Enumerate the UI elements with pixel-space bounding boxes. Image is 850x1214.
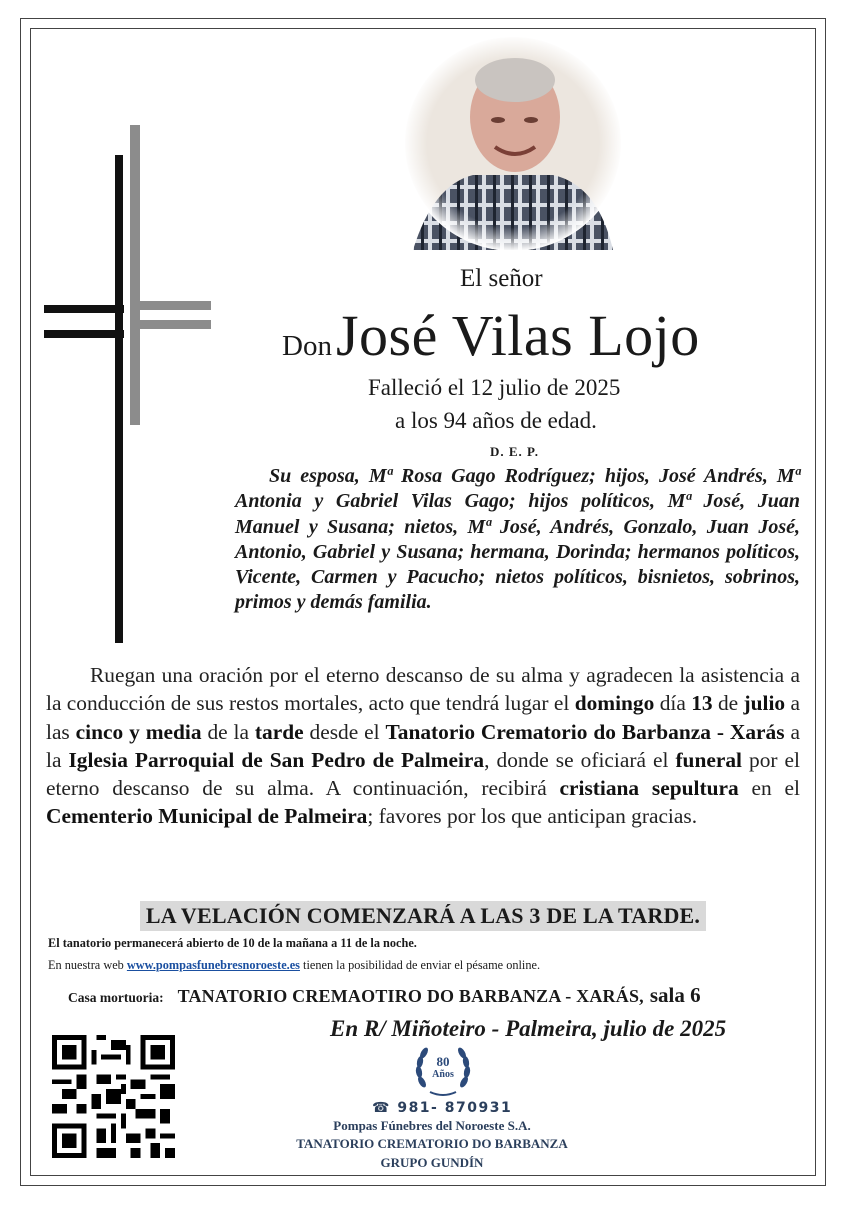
company-name: Pompas Fúnebres del Noroeste S.A. (333, 1118, 531, 1133)
deceased-name (282, 302, 802, 369)
text-run: de (717, 691, 739, 716)
family-list: Su esposa, Mª Rosa Gago Rodríguez; hijos, José Andrés, Mª Antonia y Gabriel Vilas Gago; hijos políticos, Mª José, Juan Manuel y Susana; nietos, Mª José, Andrés, Gonzalo, Juan José, Antonio, Gabriel y Susana; hermana, Dorinda; hermanos políticos, Vicente, Carmen y Pacucho; nietos políticos, bisnietos, sobrinos, primos y demás familia. (235, 465, 800, 614)
company-tanatorio: TANATORIO CREMATORIO DO BARBANZA (296, 1136, 568, 1151)
bold-run: domingo (574, 691, 655, 716)
web-note (48, 958, 540, 973)
ceremony-paragraph (46, 661, 800, 831)
bold-run: tarde (254, 719, 304, 744)
text-run: a la (46, 719, 800, 772)
velacion-text: LA VELACIÓN COMENZARÁ A LAS 3 DE LA TARDE. (140, 901, 706, 931)
bold-run: cinco y media (75, 719, 202, 744)
text-run: por el eterno descanso de su alma. A continuación, recibirá (46, 747, 800, 801)
casa-sala: sala 6 (649, 983, 701, 1007)
bold-run: funeral (675, 747, 742, 772)
bold-run: cristiana sepultura (559, 776, 739, 801)
bold-run: Tanatorio Crematorio do Barbanza - Xarás (385, 719, 785, 744)
web-prefix: En nuestra web (48, 958, 124, 972)
badge-number: 80 (436, 1054, 450, 1069)
age-line: a los 94 años de edad. (395, 408, 597, 433)
text-run: día (659, 691, 686, 716)
web-suffix: tienen la posibilidad de enviar el pésame online. (303, 958, 541, 972)
phone-number[interactable]: 981- 870931 (397, 1100, 513, 1116)
casa-value: TANATORIO CREMAOTIRO DO BARBANZA - XARÁS, (177, 986, 644, 1006)
text-run: ; favores por los que anticipan gracias. (367, 804, 698, 829)
hours-note: El tanatorio permanecerá abierto de 10 de la mañana a 11 de la noche. (48, 936, 417, 950)
place-date: En R/ Miñoteiro - Palmeira, julio de 2025 (330, 1016, 727, 1041)
title-prefix: El señor (460, 265, 543, 292)
text-run: Ruegan una oración por el eterno descanso de su alma y agradecen la asistencia a la conducción de sus restos mortales, acto que tendrá lugar el (46, 663, 800, 716)
bold-run: julio (743, 691, 786, 716)
text-run: , donde se oficiará el (484, 747, 669, 772)
velacion-banner (46, 901, 800, 931)
funeral-home (68, 983, 701, 1008)
company-group: GRUPO GUNDÍN (380, 1155, 484, 1170)
website-link[interactable]: www.pompasfunebresnoroeste.es (126, 958, 300, 972)
phone-line (372, 1100, 512, 1116)
text-run: desde el (309, 719, 380, 744)
casa-label: Casa mortuoria: (68, 990, 164, 1005)
badge-word: Años (432, 1069, 454, 1080)
text-run: a las (46, 691, 800, 744)
honorific: Don (282, 330, 332, 362)
phone-icon: ☎ (372, 1100, 391, 1116)
text-run: en el (751, 776, 800, 801)
full-name: José Vilas Lojo (335, 303, 700, 368)
death-date: Falleció el 12 julio de 2025 (368, 375, 621, 400)
cross-icon (40, 125, 215, 645)
bold-run: Iglesia Parroquial de San Pedro de Palmeira (68, 747, 485, 772)
laurel-badge (412, 1042, 474, 1100)
text-run: de la (207, 719, 249, 744)
dep-label: D. E. P. (490, 444, 540, 459)
bold-run: Cementerio Municipal de Palmeira (46, 804, 368, 829)
bold-run: 13 (691, 691, 713, 716)
qr-code[interactable] (52, 1035, 175, 1158)
portrait-photo (403, 35, 623, 250)
